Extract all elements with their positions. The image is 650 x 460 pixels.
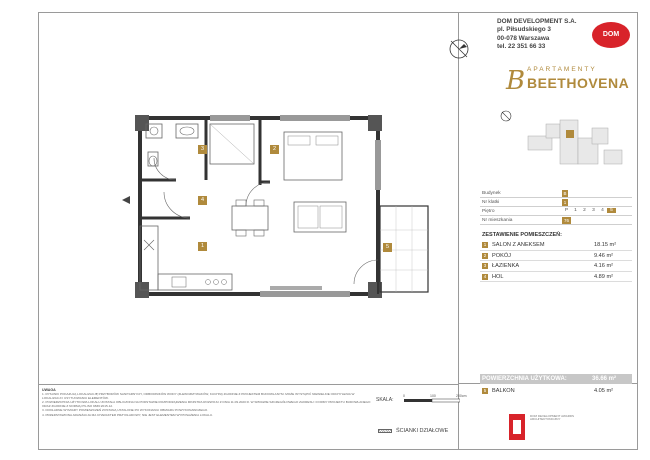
info-label: Budynek [482,191,501,196]
floor-option: 2 [583,208,586,213]
note-line: 4. PRZEDSTAWIONA ARANŻACJA MA CHARAKTER PRZYKŁADOWY, NIE JEST ELEMENTEM WYPOSAŻENIA LOKALU. [42,412,213,417]
dom-logo: DOM [592,22,630,48]
site-plan [520,110,632,178]
company-address-2: 00-078 Warszawa [497,34,550,42]
divider-vertical [458,12,459,450]
info-value: 76 [563,218,569,223]
company-address-1: pl. Piłsudskiego 3 [497,26,551,34]
building-info [480,189,632,225]
room-marker-1: 1 [198,242,207,251]
award-label: DOM DEVELOPMENT AWARDS ARCHITEKTONICZNY [530,414,575,422]
balcony-row [480,386,632,396]
brand-sub: APARTAMENTY [527,66,597,73]
balcony-area: 4.05 m² [594,388,613,394]
total-area [480,374,632,384]
company-info [497,18,577,51]
note-line: 3. DOKŁADNE WYMIARY POMIESZCZEŃ ZOSTANĄ USTALONE PO WYKONANIU OBMIARU POWYKONAWCZEGO. [42,408,209,413]
room-row [480,272,632,283]
info-row-apartment [480,216,632,225]
note-line: 2. POWIERZCHNIA UŻYTKOWA LOKALU ZOSTAŁA OBLICZONA NA PODSTAWIE ROZPORZĄDZENIA MINISTRA ROZWOJU Z DNIA 11.09.2020 R. W SPRAWIE SZCZEGÓŁOWEGO ZAKRESU I FORMY PROJEKTU BUDOWLANEGO ORAZ ZGODNIE Z NORMĄ PN-ISO 9836:2015-12. [42,400,371,409]
info-label: Nr mieszkania [482,218,513,223]
floor-option: 4 [601,208,604,213]
total-value: 36.66 m² [592,376,617,382]
balcony-num: 5 [483,388,487,393]
floor-option: 1 [574,208,577,213]
info-label: Nr klatki [482,200,500,205]
room-marker-4: 4 [198,196,207,205]
room-name: HOL [492,273,504,280]
room-name: SALON Z ANEKSEM [492,242,545,248]
info-row-stair [480,198,632,207]
info-row-floor [480,207,632,216]
scale-tick: 0 [403,394,405,398]
room-marker-5: 5 [383,243,392,252]
company-phone: tel. 22 351 66 33 [497,42,546,50]
rooms-title: ZESTAWIENIE POMIESZCZEŃ: [482,232,562,238]
award-logo [507,412,527,442]
company-name: DOM DEVELOPMENT S.A. [497,18,577,25]
floor-selector [562,208,616,213]
room-area: 9.46 m² [594,252,613,259]
floor-option: P [564,208,569,213]
balcony-name: BALKON [492,388,515,394]
info-label: Piętro [482,209,495,214]
brand-mark-logo: B [506,66,526,96]
floor-option-selected: 5 [607,208,616,213]
room-row [480,261,632,272]
scale-bar [404,398,460,404]
scale-label: SKALA: [376,397,394,403]
notes [42,388,372,417]
room-marker-3: 3 [198,145,207,154]
room-row [480,240,632,251]
room-num: 2 [483,252,487,258]
compass-small-icon [500,110,512,122]
room-name: POKÓJ [492,252,511,259]
room-num: 3 [483,263,487,268]
total-label: POWIERZCHNIA UŻYTKOWA: [482,376,567,382]
compass-icon [448,38,470,60]
notes-title: UWAGA [42,388,56,392]
room-name: ŁAZIENKA [492,263,520,269]
room-row [480,251,632,262]
partition-legend [378,428,448,434]
brand-name: BEETHOVENA [527,75,630,91]
info-value: 1 [563,200,567,205]
room-num: 1 [483,242,487,247]
info-value: B [563,191,567,196]
floor-plan [110,110,440,305]
partition-swatch [378,429,392,433]
divider-notes [38,384,458,385]
room-num: 4 [483,273,487,279]
scale-tick: 100 [430,394,436,398]
room-area: 18.15 m² [594,242,617,248]
floor-option: 3 [592,208,595,213]
note-line: 1. RYSUNKI POKAZUJĄ LOKALIZACJĘ PRZYBORÓW SANITARNYCH, ODBIORNIKÓW WODY (ZLEWOZMYWAKÓW, KUCHNI) ZGODNIE Z PROJEKTEM BUDOWLANYM. MOŻE WYSTĄPIĆ NIEWIELKIE ODCHYLENIA W LOKALIZACJI I USYTUOWANIU ELEMENTÓW. [42,392,355,401]
room-marker-2: 2 [270,145,279,154]
partition-label: ŚCIANKI DZIAŁOWE [396,428,449,434]
info-row-building [480,189,632,198]
room-area: 4.89 m² [594,273,613,280]
room-area: 4.16 m² [594,263,613,269]
rooms-list [480,240,632,282]
scale-tick: 200cm [456,394,467,398]
